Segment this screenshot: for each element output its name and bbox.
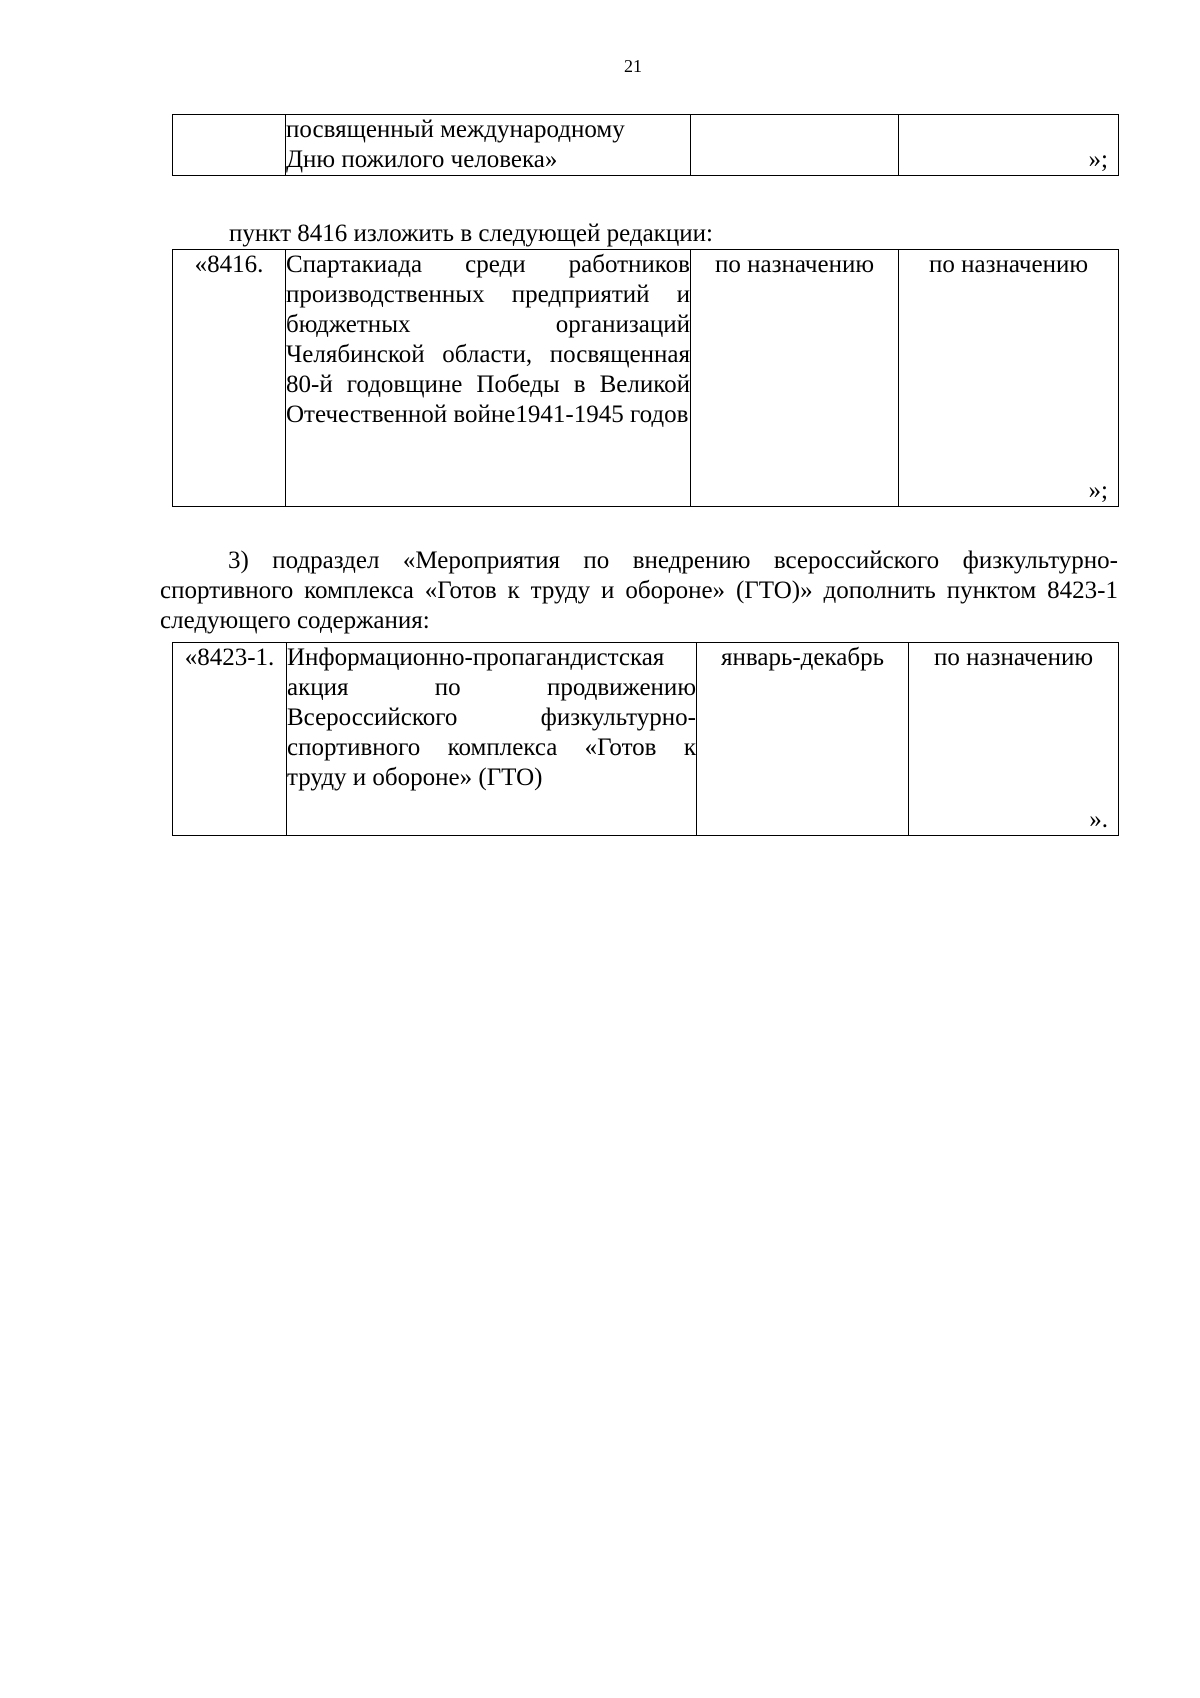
cell-event-name bbox=[286, 115, 691, 176]
closing-quote: »; bbox=[1088, 146, 1108, 173]
table-item-8416 bbox=[172, 249, 1119, 507]
cell-term: январь-декабрь bbox=[697, 643, 909, 836]
paragraph-8416-intro: пункт 8416 изложить в следующей редакции: bbox=[229, 220, 713, 247]
cell-place bbox=[899, 115, 1119, 176]
event-name-line: Дню пожилого человека» bbox=[286, 146, 558, 173]
closing-quote: »; bbox=[1088, 477, 1108, 504]
table-row bbox=[173, 250, 1119, 507]
cell-place bbox=[899, 250, 1119, 507]
table-item-8423-1 bbox=[172, 642, 1119, 836]
cell-term: по назначению bbox=[691, 250, 899, 507]
event-name-line: посвященный международному bbox=[286, 116, 625, 143]
cell-event-name: Информационно-пропагандистская акция по продвижению Всероссийского физкультурно-спортивного комплекса «Готов к труду и обороне» (ГТО) bbox=[287, 643, 697, 836]
table-continuation bbox=[172, 114, 1119, 176]
cell-term bbox=[691, 115, 899, 176]
cell-number: «8416. bbox=[173, 250, 286, 507]
paragraph-subsection-3: 3) подраздел «Мероприятия по внедрению всероссийского физкультурно-спортивного комплекса «Готов к труду и обороне» (ГТО)» дополнить пунктом 8423-1 следующего содержания: bbox=[160, 547, 1118, 634]
closing-quote: ». bbox=[1089, 806, 1108, 833]
table-row bbox=[173, 115, 1119, 176]
cell-place bbox=[909, 643, 1119, 836]
page-number: 21 bbox=[624, 56, 642, 76]
table-row bbox=[173, 643, 1119, 836]
cell-number: «8423-1. bbox=[173, 643, 287, 836]
cell-number bbox=[173, 115, 286, 176]
cell-event-name: Спартакиада среди работников производственных предприятий и бюджетных организаций Челябинской области, посвященная 80-й годовщине Победы в Великой Отечественной войне1941-1945 годов bbox=[286, 250, 691, 507]
cell-place-text: по назначению bbox=[933, 644, 1094, 671]
cell-place-text: по назначению bbox=[928, 251, 1089, 278]
